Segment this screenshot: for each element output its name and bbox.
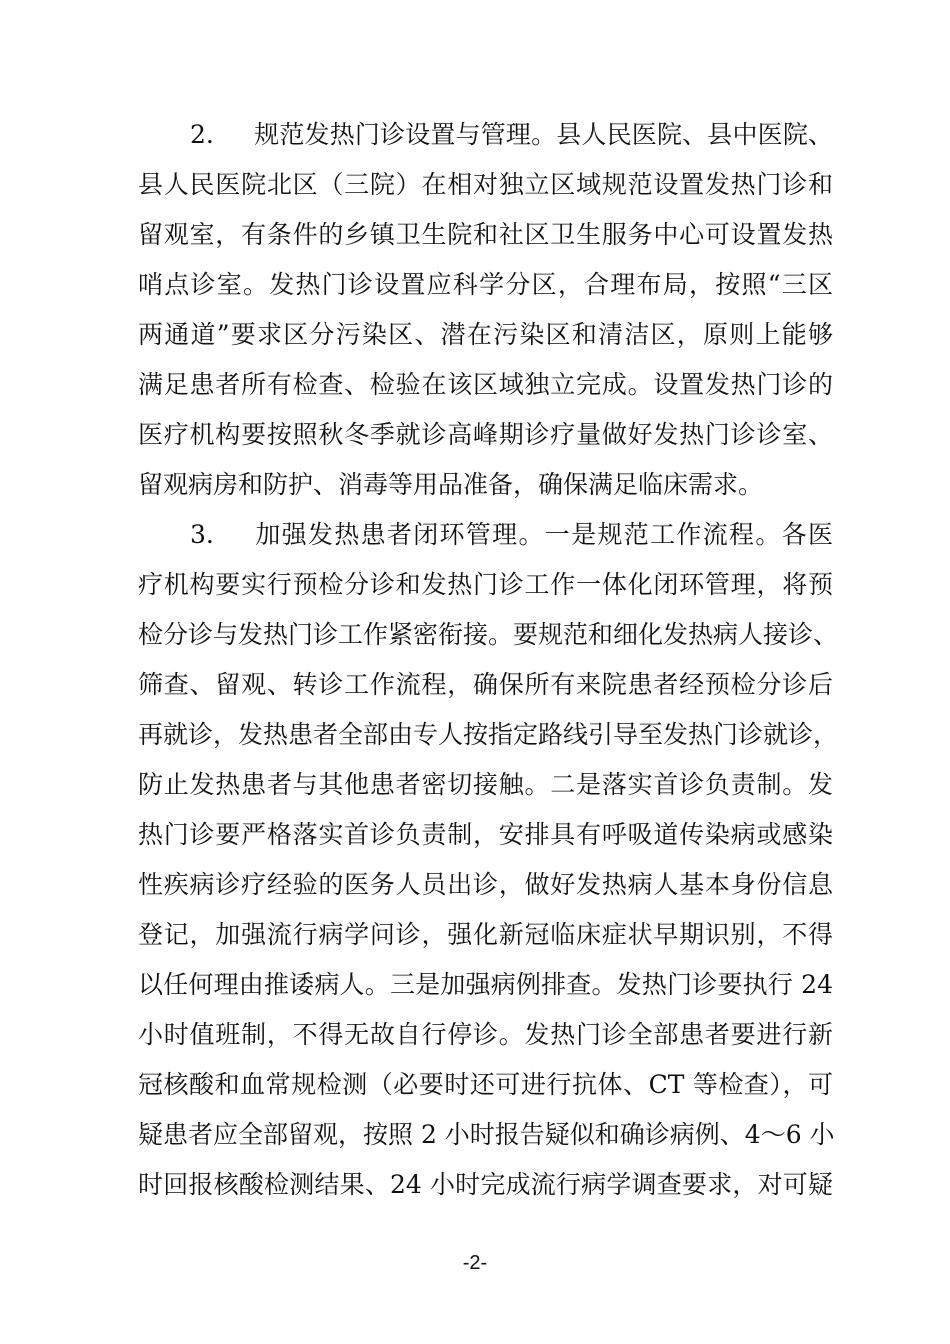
paragraph-3-line-10: 以任何理由推诿病人。三是加强病例排查。发热门诊要执行 24 [138,970,833,999]
paragraph-3-line-11: 小时值班制，不得无故自行停诊。发热门诊全部患者要进行新 [138,1020,833,1049]
paragraph-3-line-13: 疑患者应全部留观，按照 2 小时报告疑似和确诊病例、4～6 小 [138,1120,835,1149]
paragraph-3-line-7: 热门诊要严格落实首诊负责制，安排具有呼吸道传染病或感染 [138,820,833,849]
page-number: -2- [462,1252,488,1274]
paragraph-3-line-1 [0,510,950,560]
paragraph-3-line-6: 防止发热患者与其他患者密切接触。二是落实首诊负责制。发 [138,770,833,799]
paragraph-2-number: 2. [190,120,214,149]
paragraph-2-line-3: 留观室，有条件的乡镇卫生院和社区卫生服务中心可设置发热 [138,220,833,249]
paragraph-3-line-8: 性疾病诊疗经验的医务人员出诊，做好发热病人基本身份信息 [138,870,833,899]
paragraph-2-line-6: 满足患者所有检查、检验在该区域独立完成。设置发热门诊的 [138,370,833,399]
paragraph-2-line-8: 留观病房和防护、消毒等用品准备，确保满足临床需求。 [138,470,764,499]
paragraph-text: 规范发热门诊设置与管理。县人民医院、县中医院、 [254,120,833,149]
paragraph-3-line-4: 筛查、留观、转诊工作流程，确保所有来院患者经预检分诊后 [138,670,833,699]
paragraph-2-line-1 [0,110,950,160]
paragraph-text: 加强发热患者闭环管理。一是规范工作流程。各医 [254,520,833,549]
paragraph-2-line-2: 县人民医院北区（三院）在相对独立区域规范设置发热门诊和 [138,170,833,199]
paragraph-2-line-7: 医疗机构要按照秋冬季就诊高峰期诊疗量做好发热门诊诊室、 [138,420,833,449]
paragraph-3-line-3: 检分诊与发热门诊工作紧密衔接。要规范和细化发热病人接诊、 [138,620,839,649]
paragraph-2-line-5: 两通道”要求区分污染区、潜在污染区和清洁区，原则上能够 [138,320,833,349]
paragraph-2-line-4: 哨点诊室。发热门诊设置应科学分区，合理布局，按照“三区 [138,270,833,299]
paragraph-3-line-14: 时回报核酸检测结果、24 小时完成流行病学调查要求，对可疑 [138,1170,833,1199]
paragraph-3-line-9: 登记，加强流行病学问诊，强化新冠临床症状早期识别，不得 [138,920,833,949]
paragraph-3-line-5: 再就诊，发热患者全部由专人按指定路线引导至发热门诊就诊， [138,720,839,749]
paragraph-3-number: 3. [190,520,214,549]
paragraph-3-line-12: 冠核酸和血常规检测（必要时还可进行抗体、CT 等检查），可 [138,1070,833,1099]
paragraph-3-line-2: 疗机构要实行预检分诊和发热门诊工作一体化闭环管理，将预 [138,570,833,599]
